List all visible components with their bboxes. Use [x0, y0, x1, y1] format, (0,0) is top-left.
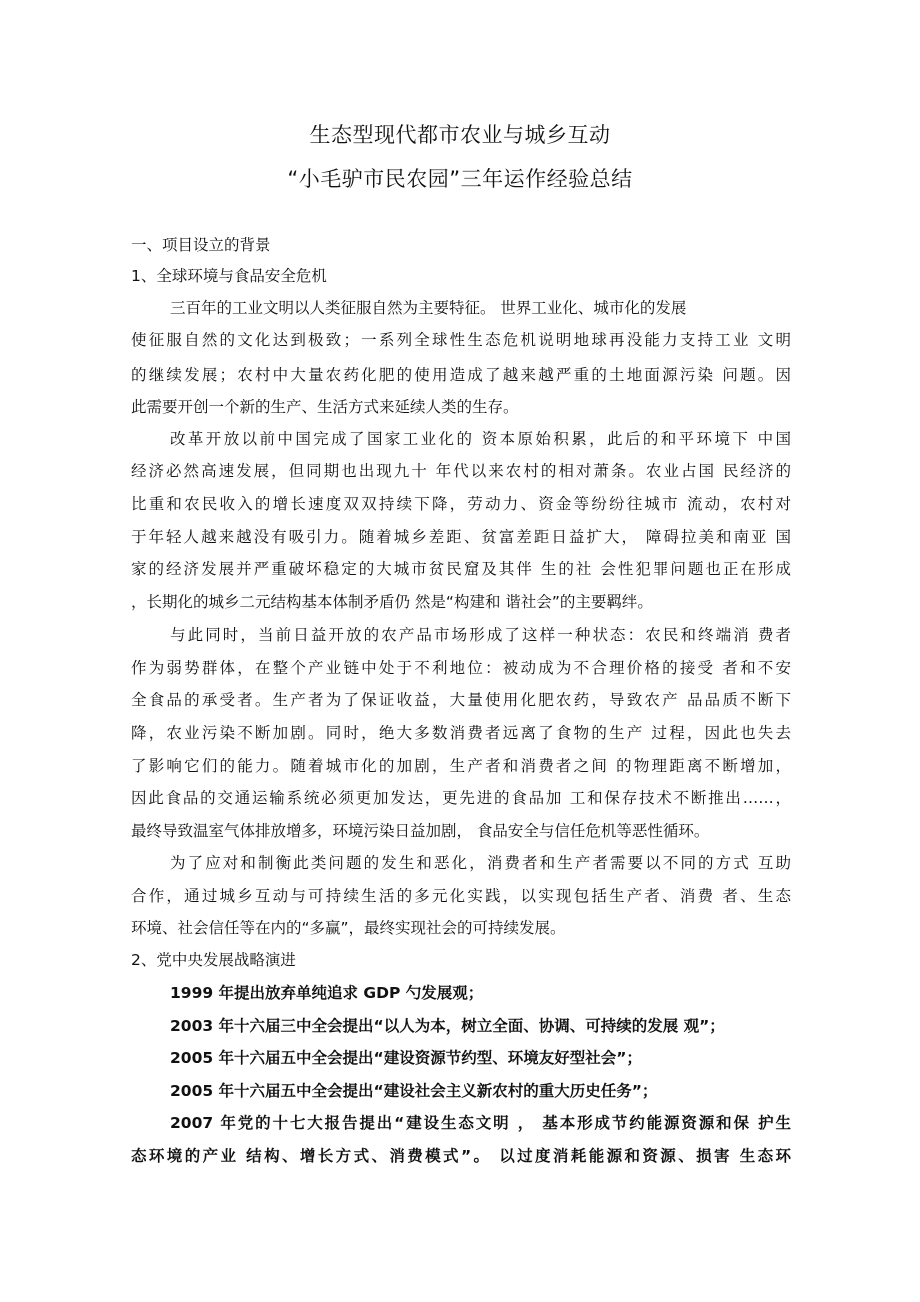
paragraph-line: 合作，通过城乡互动与可持续生活的多元化实践，以实现包括生产者、消费 者、生态 — [131, 887, 791, 905]
paragraph-line: 作为弱势群体，在整个产业链中处于不利地位：被动成为不合理价格的接受 者和不安 — [131, 659, 791, 677]
paragraph-line: 2007 年党的十七大报告提出“建设生态文明 ， 基本形成节约能源资源和保 护生 — [170, 1114, 791, 1132]
document-title-line1: 生态型现代都市农业与城乡互动 — [309, 123, 611, 147]
paragraph-line: 因此食品的交通运输系统必须更加发达，更先进的食品加 工和保存技术不断推出……， — [131, 789, 791, 807]
paragraph-line: 为了应对和制衡此类问题的发生和恶化，消费者和生产者需要以不同的方式 互助 — [170, 854, 791, 872]
paragraph-line: 1999 年提出放弃单纯追求 GDP 勺发展观； — [170, 984, 484, 1002]
subsection-heading: 2、党中央发展战略演进 — [131, 951, 296, 969]
paragraph-line: 环境、社会信任等在内的“多赢”，最终实现社会的可持续发展。 — [131, 919, 566, 937]
paragraph-line: 三百年的工业文明以人类征服自然为主要特征。 世界工业化、城市化的发展 — [170, 299, 687, 317]
paragraph-line: 比重和农民收入的增长速度双双持续下降，劳动力、资金等纷纷往城市 流动，农村对 — [131, 495, 791, 513]
paragraph-line: 了影响它们的能力。随着城市化的加剧，生产者和消费者之间 的物理距离不断增加， — [131, 757, 791, 775]
paragraph-line: 于年轻人越来越没有吸引力。随着城乡差距、贫富差距日益扩大， 障碍拉美和南亚 国 — [131, 528, 791, 546]
paragraph-line: 与此同时，当前日益开放的农产品市场形成了这样一种状态：农民和终端消 费者 — [170, 626, 791, 644]
paragraph-line: 改革开放以前中国完成了国家工业化的 资本原始积累，此后的和平环境下 中国 — [170, 430, 791, 448]
subsection-heading: 1、全球环境与食品安全危机 — [131, 267, 327, 285]
paragraph-line: 家的经济发展并严重破坏稳定的大城市贫民窟及其伴 生的社 会性犯罪问题也正在形成 — [131, 560, 791, 578]
paragraph-line: 2005 年十六届五中全会提出“建设资源节约型、环境友好型社会”； — [170, 1049, 642, 1067]
paragraph-line: 2003 年十六届三中全会提出“以人为本，树立全面、协调、可持续的发展 观”； — [170, 1017, 725, 1035]
document-title-line2: “小毛驴市民农园”三年运作经验总结 — [287, 167, 633, 191]
paragraph-line: 经济必然高速发展，但同期也出现九十 年代以来农村的相对萧条。农业占国 民经济的 — [131, 462, 791, 480]
paragraph-line: 全食品的承受者。生产者为了保证收益，大量使用化肥农药，导致农产 品品质不断下 — [131, 691, 791, 709]
paragraph-line: ，长期化的城乡二元结构基本体制矛盾仍 然是“构建和 谐社会”的主要羁绊。 — [131, 593, 653, 611]
paragraph-line: 的继续发展；农村中大量农药化肥的使用造成了越来越严重的土地面源污染 问题。因 — [131, 366, 791, 384]
paragraph-line: 2005 年十六届五中全会提出“建设社会主义新农村的重大历史任务”； — [170, 1082, 658, 1100]
section-heading: 一、项目设立的背景 — [131, 236, 271, 254]
paragraph-line: 降，农业污染不断加剧。同时，绝大多数消费者远离了食物的生产 过程，因此也失去 — [131, 724, 791, 742]
paragraph-line: 态环境的产业 结构、增长方式、消费模式”。 以过度消耗能源和资源、损害 生态环 — [131, 1147, 791, 1165]
paragraph-line: 此需要开创一个新的生产、生活方式来延续人类的生存。 — [131, 398, 519, 416]
paragraph-line: 最终导致温室气体排放增多，环境污染日益加剧， 食品安全与信任危机等恶性循环。 — [131, 822, 710, 840]
paragraph-line: 使征服自然的文化达到极致；一系列全球性生态危机说明地球再没能力支持工业 文明 — [131, 331, 791, 349]
